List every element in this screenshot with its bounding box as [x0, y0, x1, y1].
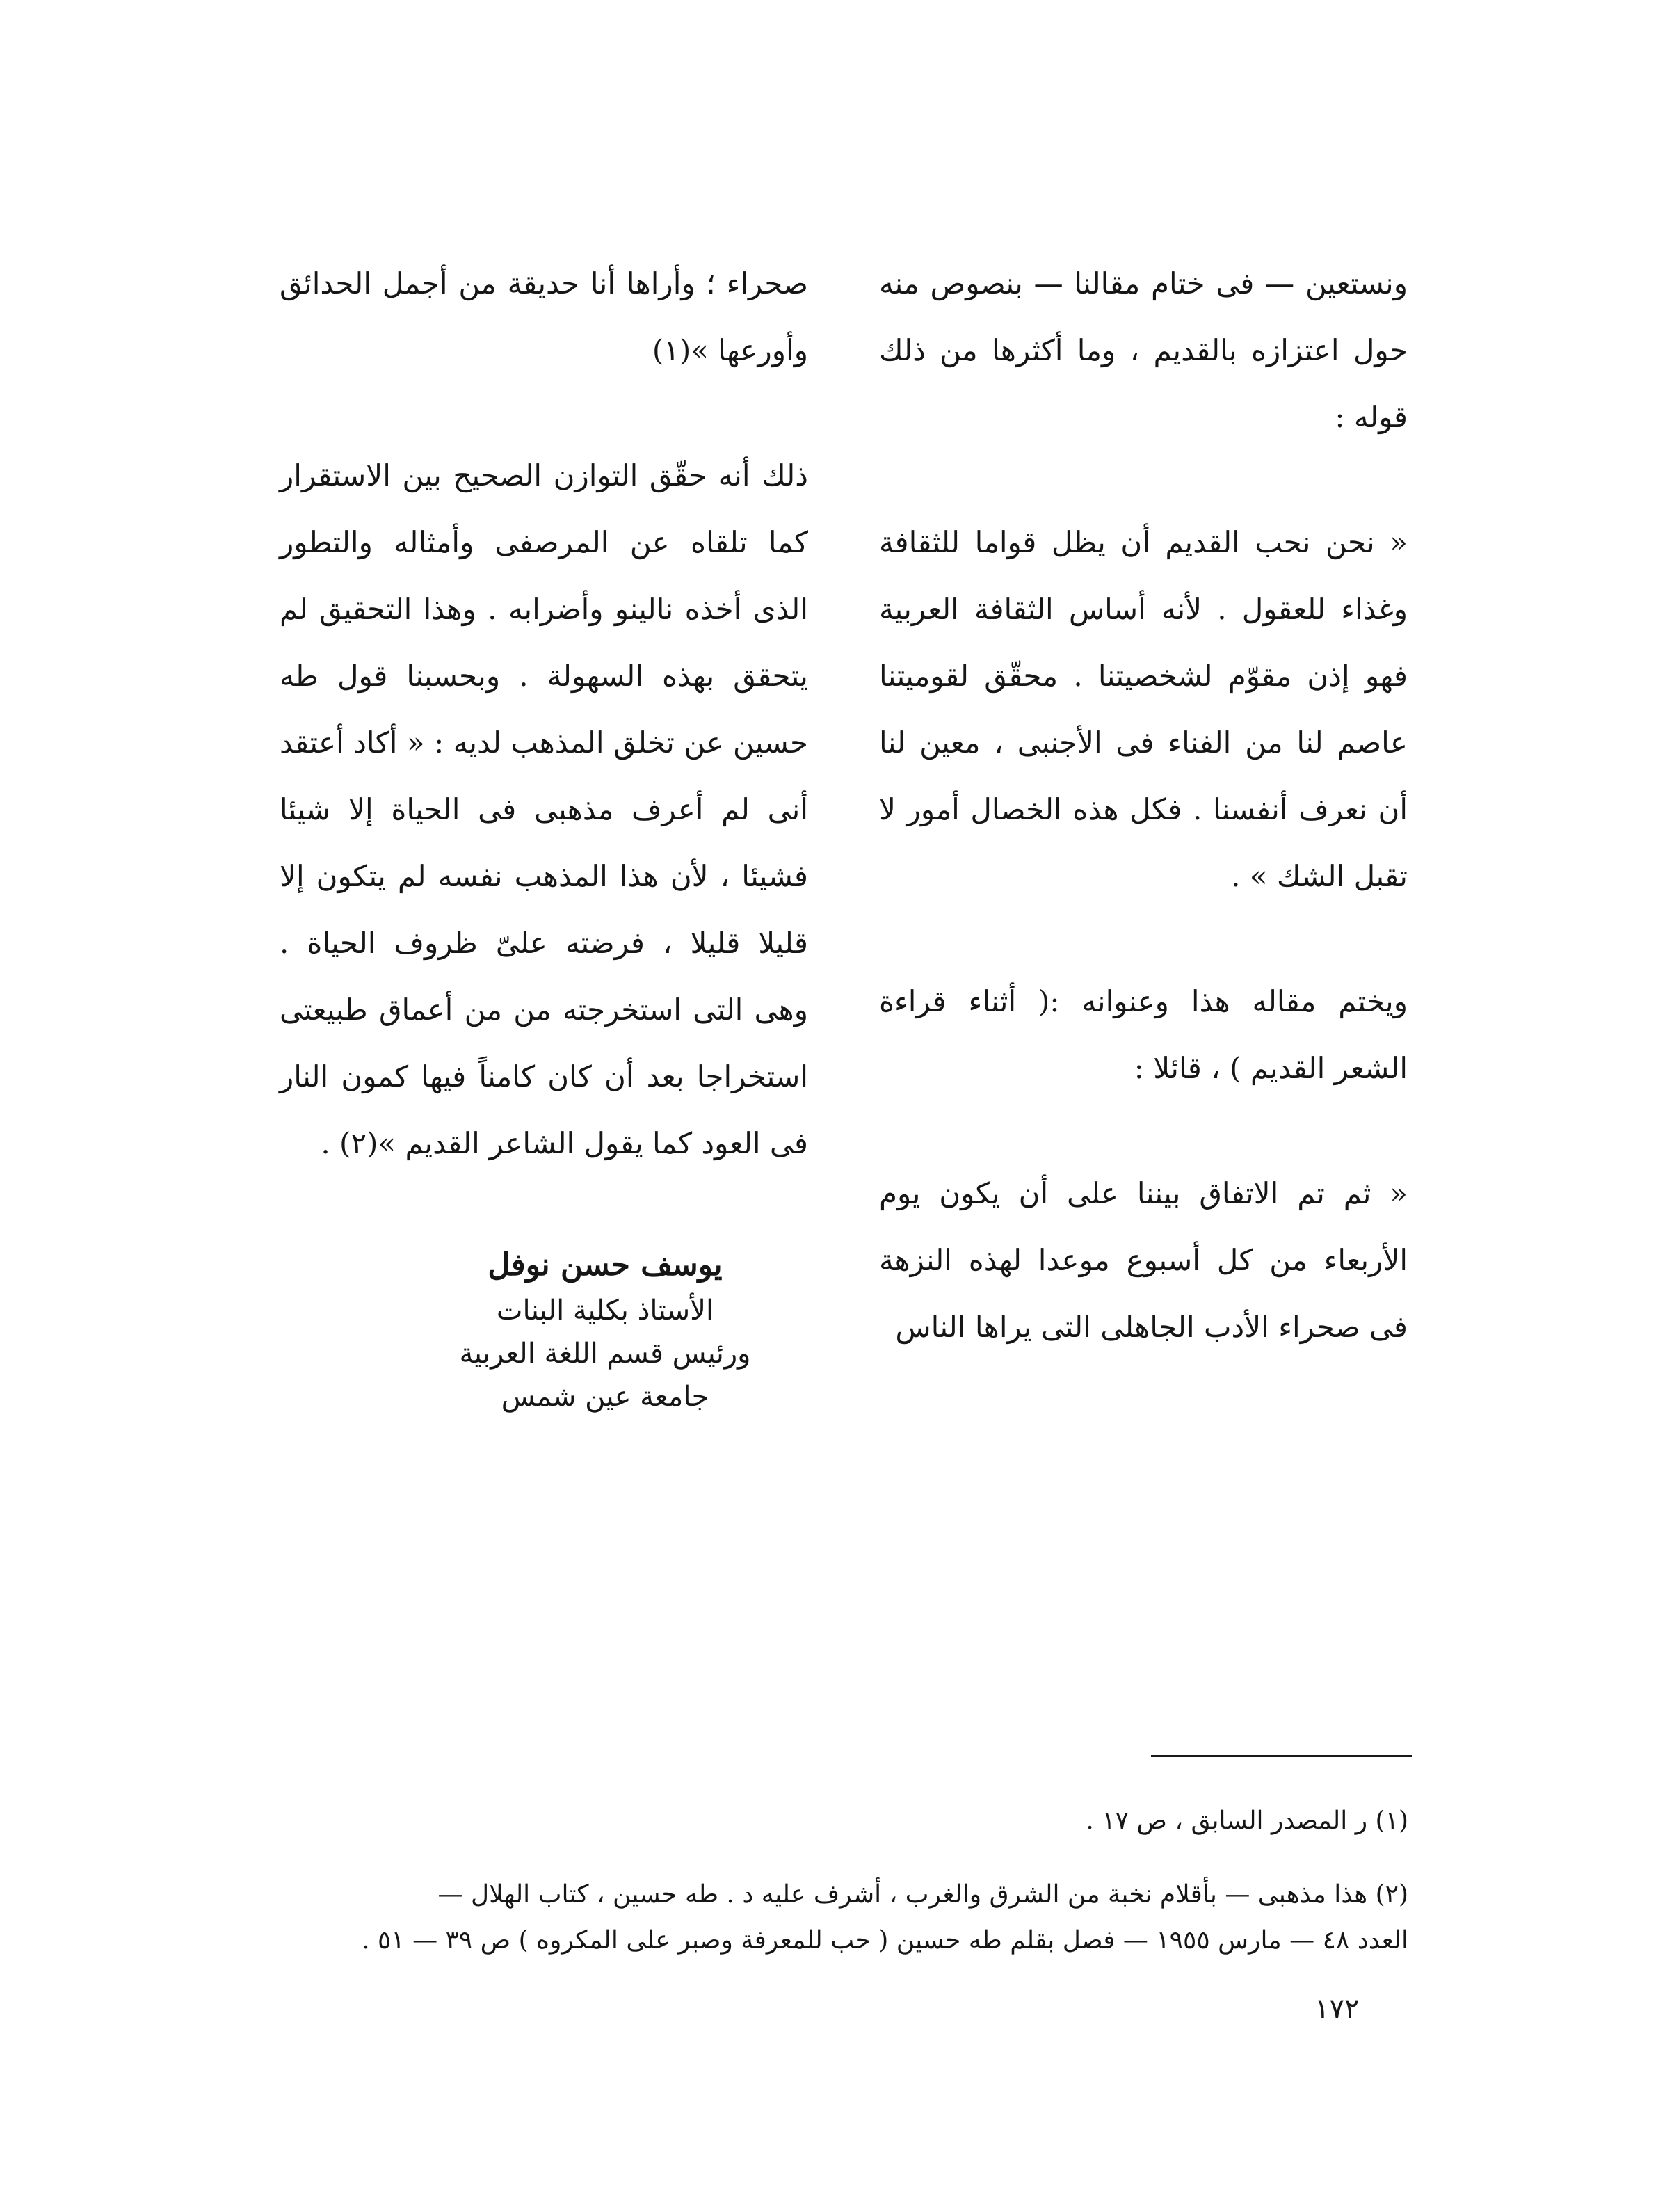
footnote-separator	[1151, 1755, 1412, 1757]
quotation-paragraph: « نحن نحب القديم أن يظل قواما للثقافة وغذاء للعقول . لأنه أساس الثقافة العربية فهو إذن مقوّم لشخصيتنا . محقّق لقوميتنا عاصم لنا من الفناء فى الأجنبى ، معين لنا أن نعرف أنفسنا . فكل هذه الخصال أمور لا تقبل الشك » .	[879, 525, 1408, 893]
quotation-paragraph: « ثم تم الاتفاق بيننا على أن يكون يوم الأربعاء من كل أسبوع موعدا لهذه النزهة فى صحراء الأدب الجاهلى التى يراها الناس	[879, 1176, 1408, 1344]
author-university: جامعة عين شمس	[501, 1381, 709, 1413]
page-number: ١٧٢	[1314, 1993, 1360, 2025]
author-signature	[376, 1242, 835, 1418]
footnote-2-line-1: (٢) هذا مذهبى — بأقلام نخبة من الشرق والغرب ، أشرف عليه د . طه حسين ، كتاب الهلال —	[437, 1880, 1408, 1909]
author-department: ورئيس قسم اللغة العربية	[459, 1338, 751, 1370]
author-name: يوسف حسن نوفل	[488, 1247, 723, 1283]
paragraph: ذلك أنه حقّق التوازن الصحيح بين الاستقرار كما تلقاه عن المرصفى وأمثاله والتطور الذى أخذه نالينو وأضرابه . وهذا التحقيق لم يتحقق بهذه السهولة . وبحسبنا قول طه حسين عن تخلق المذهب لديه : « أكاد أعتقد أنى لم أعرف مذهبى فى الحياة إلا شيئا فشيئا ، لأن هذا المذهب نفسه لم يتكون إلا قليلا قليلا ، فرضته علىّ ظروف الحياة . وهى التى استخرجته من من أعماق طبيعتى استخراجا بعد أن كان كامناً فيها كمون النار فى العود كما يقول الشاعر القديم »(٢) .	[280, 458, 808, 1160]
left-column	[280, 250, 808, 1177]
right-column	[879, 250, 1408, 1361]
footnote-2-line-2: العدد ٤٨ — مارس ١٩٥٥ — فصل بقلم طه حسين ( حب للمعرفة وصبر على المكروه ) ص ٣٩ — ٥١ .	[362, 1926, 1408, 1955]
footnotes	[278, 1798, 1408, 1964]
paragraph: ونستعين — فى ختام مقالنا — بنصوص منه حول اعتزازه بالقديم ، وما أكثرها من ذلك قوله :	[879, 266, 1408, 434]
paragraph: صحراء ؛ وأراها أنا حديقة من أجمل الحدائق وأورعها »(١)	[280, 266, 808, 367]
author-title: الأستاذ بكلية البنات	[496, 1295, 714, 1327]
paragraph: ويختم مقاله هذا وعنوانه :( أثناء قراءة الشعر القديم ) ، قائلا :	[879, 984, 1408, 1085]
footnote-1: (١) ر المصدر السابق ، ص ١٧ .	[1086, 1806, 1408, 1835]
